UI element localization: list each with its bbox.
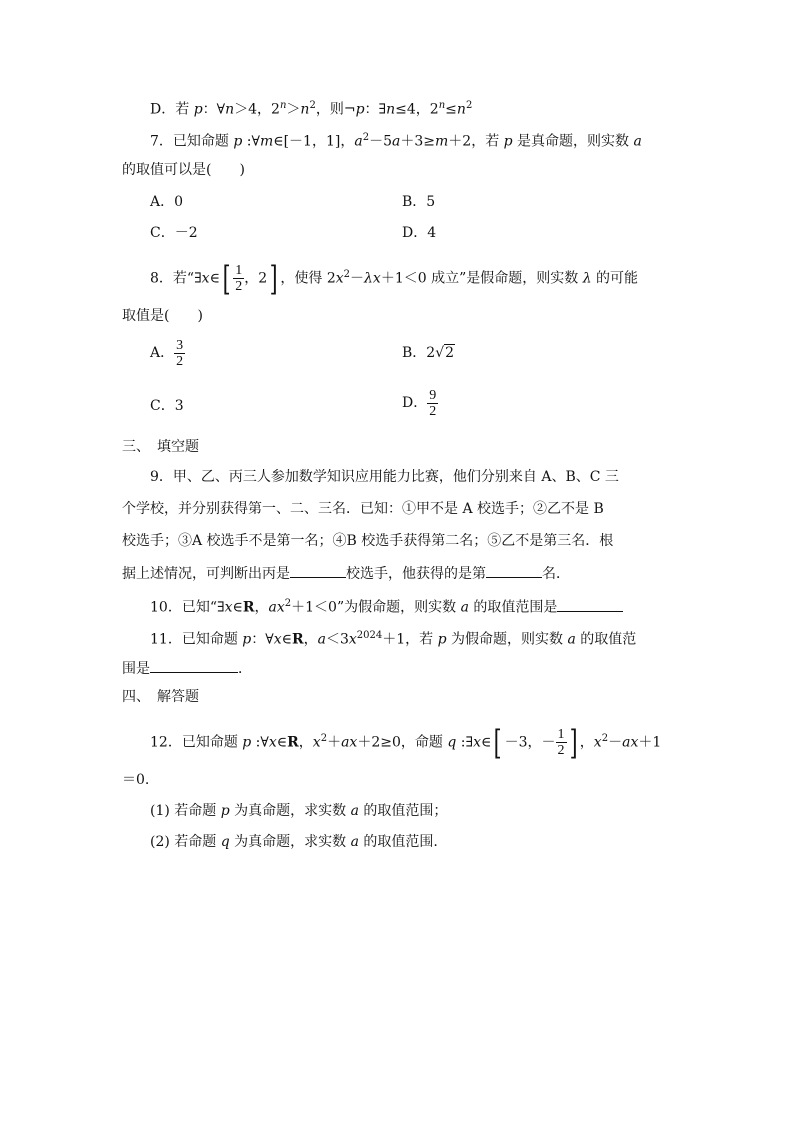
question-7-line-2: 的取值可以是( )	[122, 162, 245, 178]
fraction: $\frac{1}{2}$	[557, 727, 565, 759]
answer-blank-rank[interactable]	[486, 562, 542, 578]
question-9-line-3: 校选手；③A 校选手不是第一名；④B 校选手获得第二名；⑤乙不是第三名．根	[122, 533, 614, 549]
question-7-option-b: B．5	[402, 194, 436, 210]
question-8-option-d: D． $\frac{9}{2}$	[402, 387, 437, 419]
section-3-heading: 三、 填空题	[122, 439, 199, 455]
question-9-line-1: 9．甲、乙、丙三人参加数学知识应用能力比赛，他们分别来自 A、B、C 三	[150, 469, 619, 485]
question-10: 10．已知“∃x∈R，$ax^2+1<0$”为假命题，则实数 a 的取值范围是	[150, 594, 623, 618]
question-12-part-2: (2) 若命题 q 为真命题，求实数 a 的取值范围.	[150, 834, 438, 850]
question-11-line-2: 围是 ．	[122, 657, 252, 679]
question-8-line-1: 8．若“∃x∈[ $\frac{1}{2}$ ，2] ，使得 $2x^2-\lambda x+1<0$ 成立”是假命题，则实数 λ 的可能	[150, 258, 639, 299]
question-12-line-2: ＝0.	[122, 772, 150, 788]
question-7-line-1: 7．已知命题 p :∀m∈[－1，1]，$a^2-5a+3\ge m+2$，若 p 是真命题，则实数 a	[150, 132, 642, 150]
question-7-option-d: D．4	[402, 225, 437, 241]
question-8-line-2: 取值是( )	[122, 308, 203, 324]
right-bracket: ]	[269, 258, 278, 299]
sqrt-symbol: √	[435, 345, 445, 361]
question-12-part-1: (1) 若命题 p 为真命题，求实数 a 的取值范围；	[150, 803, 448, 819]
section-4-heading: 四、 解答题	[122, 689, 199, 705]
question-6-option-d: D．若 p：∀n＞4，$2^n>n^2$，则¬p：∃n≤4，$2^n\le n^2$	[150, 100, 473, 118]
question-9-line-2: 个学校，并分别获得第一、二、三名．已知：①甲不是 A 校选手；②乙不是 B	[122, 501, 604, 517]
question-12-line-1: 12．已知命题 p :∀x∈R，$x^2+ax+2\ge 0$，命题 q :∃x∈[ －3，－ $\frac{1}{2}$ ] ，$x^2-ax+1$	[150, 722, 662, 763]
question-7-option-c: C．－2	[150, 225, 198, 241]
question-8-option-a: A． $\frac{3}{2}$	[150, 337, 184, 369]
answer-blank-q11[interactable]	[150, 657, 238, 673]
fraction: $\frac{9}{2}$	[429, 387, 437, 419]
question-8-option-b: B．2√2	[402, 345, 455, 361]
fraction: $\frac{3}{2}$	[176, 337, 184, 369]
question-8-option-c: C．3	[150, 398, 184, 414]
fraction: $\frac{1}{2}$	[235, 263, 243, 295]
answer-blank-q10[interactable]	[557, 596, 623, 612]
question-11-line-1: 11．已知命题 p：∀x∈R，$a<3x^{2024}+1$，若 p 为假命题，则实数 a 的取值范	[150, 630, 637, 648]
question-9-line-4: 据上述情况，可判断出丙是 校选手，他获得的是第 名．	[122, 562, 570, 584]
answer-blank-school[interactable]	[290, 562, 346, 578]
question-7-option-a: A．0	[150, 194, 184, 210]
right-bracket: ]	[569, 722, 578, 763]
left-bracket: [	[222, 258, 231, 299]
left-bracket: [	[493, 722, 502, 763]
